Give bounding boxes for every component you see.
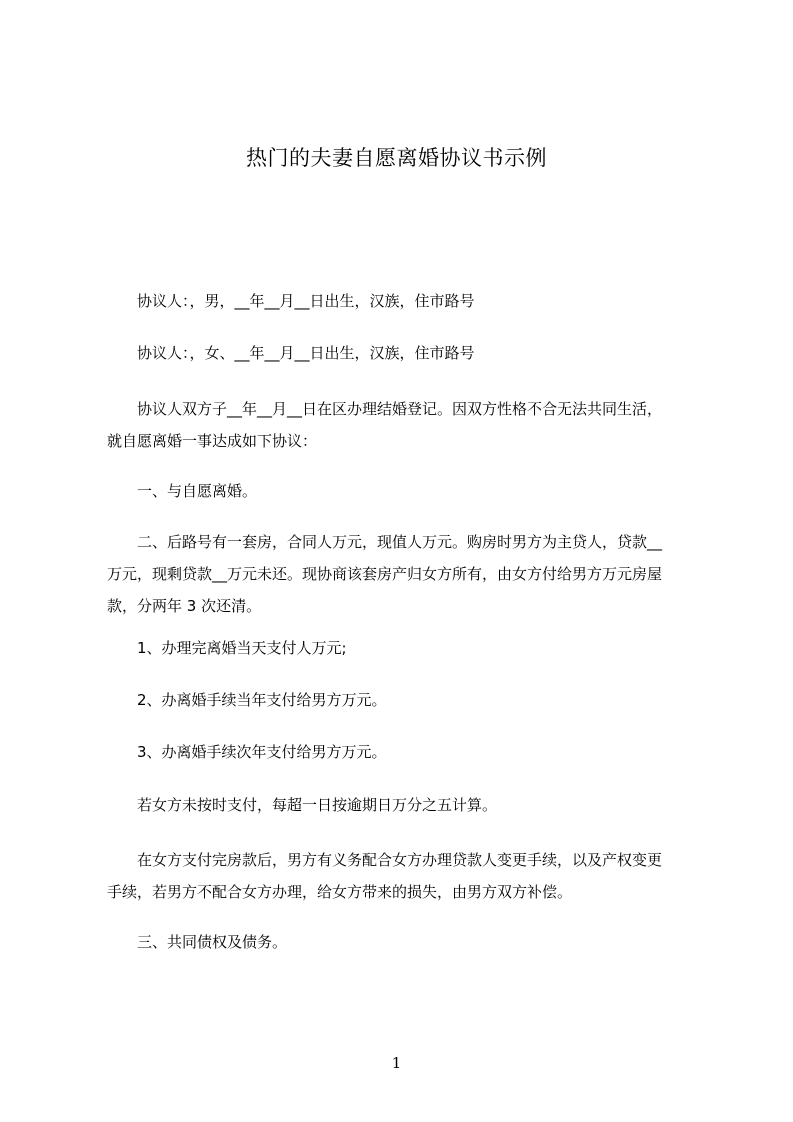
clause-two-line-3: 款，分两年 3 次还清。	[107, 597, 262, 615]
intro-line-2: 就自愿离婚一事达成如下协议：	[107, 432, 318, 450]
payment-item-2: 2、办离婚手续当年支付给男方万元。	[137, 691, 387, 709]
transfer-line-2: 手续，若男方不配合女方办理，给女方带来的损失，由男方双方补偿。	[107, 883, 573, 901]
intro-paragraph	[107, 393, 707, 457]
party-male-line: 协议人：，男，__年__月__日出生，汉族，住市路号	[137, 292, 475, 310]
intro-line-1: 协议人双方子__年__月__日在区办理结婚登记。因双方性格不合无法共同生活，	[137, 400, 663, 418]
document-title: 热门的夫妻自愿离婚协议书示例	[246, 146, 547, 170]
page-number: 1	[391, 1054, 402, 1072]
clause-three: 三、共同债权及债务。	[137, 933, 288, 951]
party-female-line: 协议人：，女、__年__月__日出生，汉族，住市路号	[137, 344, 475, 362]
clause-two-line-1: 二、后路号有一套房，合同人万元，现值人万元。购房时男方为主贷人，贷款__	[137, 533, 663, 551]
payment-item-1: 1、办理完离婚当天支付人万元;	[137, 639, 347, 657]
clause-two-paragraph	[107, 526, 707, 622]
transfer-line-1: 在女方支付完房款后，男方有义务配合女方办理贷款人变更手续，以及产权变更	[137, 851, 663, 869]
transfer-paragraph	[107, 844, 707, 908]
late-penalty-line: 若女方未按时支付，每超一日按逾期日万分之五计算。	[137, 796, 498, 814]
payment-item-3: 3、办离婚手续次年支付给男方万元。	[137, 743, 387, 761]
clause-one: 一、与自愿离婚。	[137, 482, 258, 500]
clause-two-line-2: 万元，现剩贷款__万元未还。现协商该套房产归女方所有，由女方付给男方万元房屋	[107, 565, 663, 583]
